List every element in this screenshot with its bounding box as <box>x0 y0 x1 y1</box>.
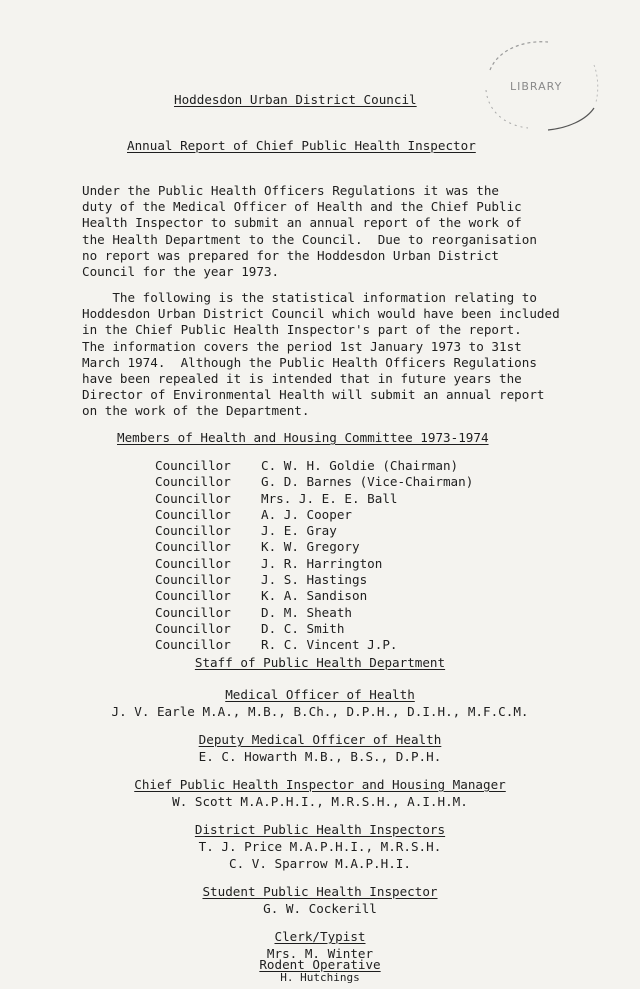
paragraph-line: no report was prepared for the Hoddesdon Urban District <box>82 247 500 263</box>
member-name: G. D. Barnes (Vice-Chairman) <box>261 474 474 490</box>
committee-member <box>155 605 473 621</box>
staff-heading: Staff of Public Health Department <box>194 655 446 670</box>
member-name: D. M. Sheath <box>261 604 352 620</box>
student-name: G. W. Cockerill <box>263 901 377 916</box>
paragraph-line: The following is the statistical information relating to <box>82 290 537 305</box>
member-name: J. S. Hastings <box>261 572 368 588</box>
committee-member <box>155 572 473 588</box>
member-name: J. R. Harrington <box>261 555 383 571</box>
paragraph-line: Health Inspector to submit an annual report of the work of <box>82 215 522 231</box>
paragraph-line: March 1974. Although the Public Health Officers Regulations <box>82 354 537 370</box>
committee-member <box>155 539 473 555</box>
member-name: D. C. Smith <box>261 620 345 636</box>
committee-member <box>155 621 473 637</box>
member-name: J. E. Gray <box>261 523 337 539</box>
paragraph-line: on the work of the Department. <box>82 403 310 419</box>
rodent-role: Rodent Operative <box>259 957 381 972</box>
paragraph-line: Under the Public Health Officers Regulations it was the <box>82 183 500 198</box>
deputy-role: Deputy Medical Officer of Health <box>198 732 442 747</box>
clerk-name: Mrs. M. Winter <box>266 946 374 961</box>
committee-heading: Members of Health and Housing Committee 1973-1974 <box>117 430 489 445</box>
committee-member <box>155 523 473 539</box>
member-title: Councillor <box>155 572 231 588</box>
member-name: K. W. Gregory <box>261 539 360 555</box>
district-name: T. J. Price M.A.P.H.I., M.R.S.H. <box>198 839 442 854</box>
deputy-name: E. C. Howarth M.B., B.S., D.P.H. <box>198 749 442 764</box>
member-title: Councillor <box>155 506 231 522</box>
member-title: Councillor <box>155 474 231 490</box>
paragraph-line: the Health Department to the Council. Due to reorganisation <box>82 231 537 247</box>
paragraph-line: The information covers the period 1st January 1973 to 31st <box>82 338 522 354</box>
committee-member <box>155 458 473 474</box>
council-title: Hoddesdon Urban District Council <box>174 92 417 107</box>
paragraph-line: have been repealed it is intended that in future years the <box>82 371 522 387</box>
paragraph-line: in the Chief Public Health Inspector's part of the report. <box>82 322 522 338</box>
chief-name: W. Scott M.A.P.H.I., M.R.S.H., A.I.H.M. <box>172 794 468 809</box>
committee-member <box>155 588 473 604</box>
member-title: Councillor <box>155 604 231 620</box>
member-title: Councillor <box>155 539 231 555</box>
committee-member <box>155 637 473 653</box>
member-title: Councillor <box>155 588 231 604</box>
paragraph-line: Hoddesdon Urban District Council which would have been included <box>82 306 560 322</box>
library-stamp <box>468 30 608 140</box>
committee-member <box>155 556 473 572</box>
paragraph-line: duty of the Medical Officer of Health and the Chief Public <box>82 199 522 215</box>
clerk-role: Clerk/Typist <box>274 929 366 944</box>
district-name: C. V. Sparrow M.A.P.H.I. <box>229 856 411 871</box>
member-name: R. C. Vincent J.P. <box>261 637 398 653</box>
moh-name: J. V. Earle M.A., M.B., B.Ch., D.P.H., D.I.H., M.F.C.M. <box>111 704 529 719</box>
intro-paragraph-2 <box>82 290 560 420</box>
member-title: Councillor <box>155 620 231 636</box>
member-name: C. W. H. Goldie (Chairman) <box>261 458 459 473</box>
member-title: Councillor <box>155 458 231 473</box>
report-title: Annual Report of Chief Public Health Inspector <box>127 138 476 153</box>
committee-member <box>155 474 473 490</box>
paragraph-line: Director of Environmental Health will submit an annual report <box>82 387 545 403</box>
member-title: Councillor <box>155 637 231 653</box>
member-title: Councillor <box>155 555 231 571</box>
member-name: K. A. Sandison <box>261 588 368 604</box>
member-title: Councillor <box>155 490 231 506</box>
member-title: Councillor <box>155 523 231 539</box>
member-name: Mrs. J. E. E. Ball <box>261 490 398 506</box>
moh-role: Medical Officer of Health <box>225 687 415 702</box>
chief-role: Chief Public Health Inspector and Housing Manager <box>134 777 506 792</box>
stamp-text: LIBRARY <box>510 80 563 93</box>
member-name: A. J. Cooper <box>261 506 352 522</box>
committee-list <box>155 458 473 654</box>
committee-member <box>155 507 473 523</box>
paragraph-line: Council for the year 1973. <box>82 264 280 280</box>
student-role: Student Public Health Inspector <box>202 884 438 899</box>
district-role: District Public Health Inspectors <box>194 822 446 837</box>
committee-member <box>155 491 473 507</box>
intro-paragraph-1 <box>82 183 560 280</box>
rodent-name: H. Hutchings <box>280 971 360 984</box>
